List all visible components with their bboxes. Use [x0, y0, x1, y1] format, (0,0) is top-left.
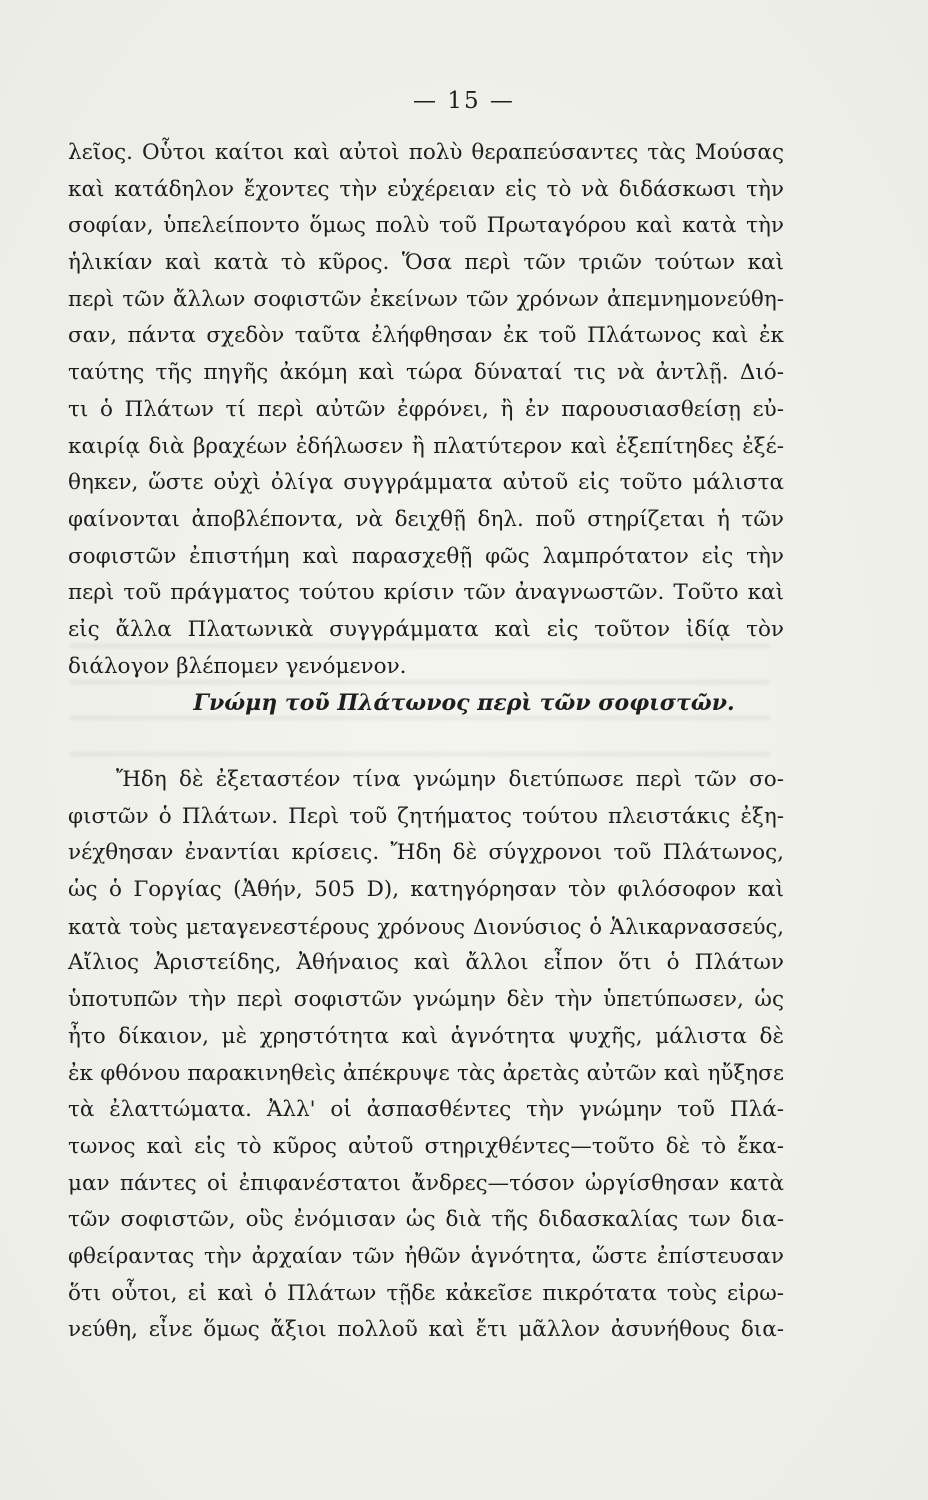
- text-line: ταύτης τῆς πηγῆς ἀκόμη καὶ τώρα δύναταί τις νὰ ἀντλῇ. Διό-: [68, 360, 784, 386]
- text-line: ἡλικίαν καὶ κατὰ τὸ κῦρος. Ὅσα περὶ τῶν τριῶν τούτων καὶ: [68, 250, 784, 276]
- text-line: φθείραντας τὴν ἀρχαίαν τῶν ἠθῶν ἁγνότητα, ὥστε ἐπίστευσαν: [68, 1243, 784, 1269]
- text-line: τωνος καὶ εἰς τὸ κῦρος αὐτοῦ στηριχθέντες—τοῦτο δὲ τὸ ἔκα-: [68, 1133, 784, 1159]
- text-line: λεῖος. Οὗτοι καίτοι καὶ αὐτοὶ πολὺ θεραπεύσαντες τὰς Μούσας: [68, 140, 784, 165]
- text-line: φιστῶν ὁ Πλάτων. Περὶ τοῦ ζητήματος τούτου πλειστάκις ἐξη-: [68, 803, 784, 829]
- text-line: φαίνονται ἀποβλέποντα, νὰ δειχθῇ δηλ. ποῦ στηρίζεται ἡ τῶν: [68, 506, 784, 532]
- text-line: σοφιστῶν ἐπιστήμη καὶ παρασχεθῇ φῶς λαμπρότατον εἰς τὴν: [68, 543, 784, 569]
- text-line: Αἴλιος Ἀριστείδης, Ἀθήναιος καὶ ἄλλοι εἶπον ὅτι ὁ Πλάτων: [68, 950, 784, 976]
- text-line: τὰ ἐλαττώματα. Ἀλλ' οἱ ἀσπασθέντες τὴν γνώμην τοῦ Πλά-: [68, 1097, 784, 1123]
- text-line: ἐκ φθόνου παρακινηθεὶς ἀπέκρυψε τὰς ἀρετὰς αὐτῶν καὶ ηὔξησε: [68, 1060, 784, 1086]
- text-line: μαν πάντες οἱ ἐπιφανέστατοι ἄνδρες—τόσον ὠργίσθησαν κατὰ: [68, 1170, 784, 1196]
- text-line: κατὰ τοὺς μεταγενεστέρους χρόνους Διονύσιος ὁ Ἁλικαρνασσεύς,: [68, 914, 784, 939]
- text-line: περὶ τῶν ἄλλων σοφιστῶν ἐκείνων τῶν χρόνων ἀπεμνημονεύθη-: [68, 286, 784, 312]
- text-line: ὡς ὁ Γοργίας (Ἀθήν, 505 D), κατηγόρησαν τὸν φιλόσοφον καὶ: [68, 877, 784, 903]
- text-line: νέχθησαν ἐναντίαι κρίσεις. Ἤδη δὲ σύγχρονοι τοῦ Πλάτωνος,: [68, 840, 784, 866]
- text-line: διάλογον βλέπομεν γενόμενον.: [68, 653, 407, 679]
- text-line: θηκεν, ὥστε οὐχὶ ὀλίγα συγγράμματα αὐτοῦ εἰς τοῦτο μάλιστα: [68, 470, 784, 496]
- paragraph-2: [68, 762, 784, 1349]
- page-number: — 15 —: [413, 88, 515, 114]
- text-line: εἰς ἄλλα Πλατωνικὰ συγγράμματα καὶ εἰς τοῦτον ἰδίᾳ τὸν: [68, 616, 784, 642]
- section-heading: Γνώμη τοῦ Πλάτωνος περὶ τῶν σοφιστῶν.: [193, 690, 735, 716]
- text-line: ὅτι οὗτοι, εἰ καὶ ὁ Πλάτων τῇδε κἀκεῖσε πικρότατα τοὺς εἰρω-: [68, 1280, 784, 1306]
- text-line: Ἤδη δὲ ἐξεταστέον τίνα γνώμην διετύπωσε περὶ τῶν σο-: [116, 767, 784, 792]
- paragraph-1: [68, 135, 784, 685]
- text-line: καὶ κατάδηλον ἔχοντες τὴν εὐχέρειαν εἰς τὸ νὰ διδάσκωσι τὴν: [68, 176, 784, 202]
- text-line: περὶ τοῦ πράγματος τούτου κρίσιν τῶν ἀναγνωστῶν. Τοῦτο καὶ: [68, 580, 784, 606]
- text-line: ἦτο δίκαιον, μὲ χρηστότητα καὶ ἁγνότητα ψυχῆς, μάλιστα δὲ: [68, 1023, 784, 1049]
- text-line: σαν, πάντα σχεδὸν ταῦτα ἐλήφθησαν ἐκ τοῦ Πλάτωνος καὶ ἐκ: [68, 323, 784, 349]
- text-line: τι ὁ Πλάτων τί περὶ αὐτῶν ἐφρόνει, ἢ ἐν παρουσιασθείσῃ εὐ-: [68, 396, 784, 422]
- text-line: καιρίᾳ διὰ βραχέων ἐδήλωσεν ἢ πλατύτερον καὶ ἐξεπίτηδες ἐξέ-: [68, 433, 784, 459]
- text-line: νεύθη, εἶνε ὅμως ἄξιοι πολλοῦ καὶ ἔτι μᾶλλον ἀσυνήθους δια-: [68, 1317, 784, 1343]
- text-line: σοφίαν, ὑπελείποντο ὅμως πολὺ τοῦ Πρωταγόρου καὶ κατὰ τὴν: [68, 213, 784, 239]
- text-line: τῶν σοφιστῶν, οὓς ἐνόμισαν ὡς διὰ τῆς διδασκαλίας των δια-: [68, 1207, 784, 1233]
- text-line: ὑποτυπῶν τὴν περὶ σοφιστῶν γνώμην δὲν τὴν ὑπετύπωσεν, ὡς: [68, 987, 784, 1013]
